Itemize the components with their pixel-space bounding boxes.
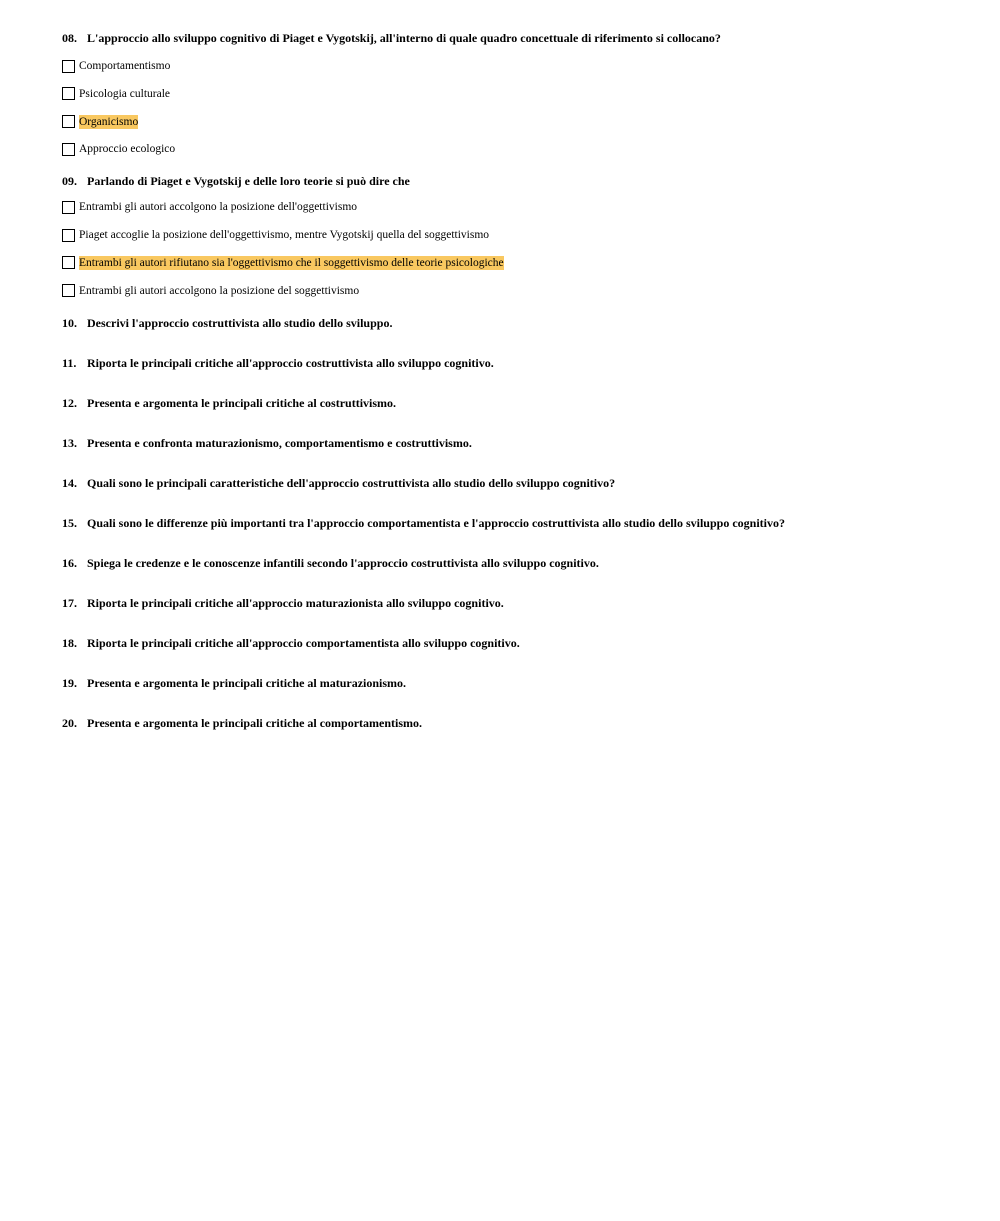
- answer-option-highlighted[interactable]: [62, 114, 962, 130]
- question-08: [62, 30, 962, 157]
- question-number: 18.: [62, 635, 77, 650]
- answer-option-label: Piaget accoglie la posizione dell'oggettivismo, mentre Vygotskij quella del soggettivismo: [79, 229, 490, 242]
- answer-option[interactable]: [62, 141, 962, 157]
- open-question: [62, 475, 962, 515]
- open-question: [62, 435, 962, 475]
- question-text: Descrivi l'approccio costruttivista allo studio dello sviluppo.: [87, 315, 393, 330]
- question-text: Presenta e argomenta le principali critiche al maturazionismo.: [87, 675, 407, 690]
- open-question: [62, 635, 962, 675]
- question-heading: [62, 30, 962, 46]
- open-question: [62, 555, 962, 595]
- answer-option-label: Psicologia culturale: [79, 87, 171, 100]
- checkbox-icon[interactable]: [62, 60, 75, 73]
- checkbox-icon[interactable]: [62, 229, 75, 242]
- answer-option[interactable]: [62, 58, 962, 74]
- question-number: 20.: [62, 715, 77, 730]
- open-question: [62, 595, 962, 635]
- answer-option-label: Entrambi gli autori rifiutano sia l'oggettivismo che il soggettivismo delle teorie psicologiche: [79, 256, 504, 269]
- checkbox-icon[interactable]: [62, 284, 75, 297]
- open-question: [62, 515, 962, 555]
- quiz-page: [62, 30, 962, 755]
- question-09: [62, 173, 962, 298]
- question-text: Spiega le credenze e le conoscenze infantili secondo l'approccio costruttivista allo sviluppo cognitivo.: [87, 555, 599, 570]
- question-number: 19.: [62, 675, 77, 690]
- open-question: [62, 675, 962, 715]
- checkbox-icon[interactable]: [62, 143, 75, 156]
- answer-option-label: Organicismo: [79, 115, 139, 128]
- question-text: Quali sono le differenze più importanti tra l'approccio comportamentista e l'approccio costruttivista allo studio dello sviluppo cognitivo?: [87, 515, 785, 530]
- answer-options: [62, 58, 962, 157]
- question-text: Presenta e argomenta le principali critiche al comportamentismo.: [87, 715, 423, 730]
- question-number: 14.: [62, 475, 77, 490]
- open-question: [62, 355, 962, 395]
- question-number: 17.: [62, 595, 77, 610]
- checkbox-icon[interactable]: [62, 115, 75, 128]
- answer-option-label: Entrambi gli autori accolgono la posizione del soggettivismo: [79, 284, 360, 297]
- answer-option[interactable]: [62, 199, 962, 215]
- question-text: Riporta le principali critiche all'approccio maturazionista allo sviluppo cognitivo.: [87, 595, 504, 610]
- checkbox-icon[interactable]: [62, 201, 75, 214]
- question-text: Riporta le principali critiche all'approccio costruttivista allo sviluppo cognitivo.: [87, 355, 494, 370]
- open-questions-list: [62, 315, 962, 755]
- question-text: Presenta e argomenta le principali critiche al costruttivismo.: [87, 395, 397, 410]
- question-text: Riporta le principali critiche all'approccio comportamentista allo sviluppo cognitivo.: [87, 635, 520, 650]
- open-question: [62, 315, 962, 355]
- question-number: 08.: [62, 31, 77, 45]
- answer-option-label: Approccio ecologico: [79, 143, 176, 156]
- question-text: Quali sono le principali caratteristiche dell'approccio costruttivista allo studio dello sviluppo cognitivo?: [87, 475, 616, 490]
- checkbox-icon[interactable]: [62, 256, 75, 269]
- question-number: 13.: [62, 435, 77, 450]
- question-number: 11.: [62, 355, 77, 370]
- open-question: [62, 715, 962, 755]
- question-number: 15.: [62, 515, 77, 530]
- answer-option-label: Comportamentismo: [79, 60, 171, 72]
- answer-option-highlighted[interactable]: [62, 255, 962, 271]
- answer-option-label: Entrambi gli autori accolgono la posizione dell'oggettivismo: [79, 201, 358, 214]
- answer-option[interactable]: [62, 227, 962, 243]
- open-question: [62, 395, 962, 435]
- question-number: 10.: [62, 315, 77, 330]
- question-text: Parlando di Piaget e Vygotskij e delle loro teorie si può dire che: [87, 174, 410, 189]
- question-number: 09.: [62, 174, 77, 189]
- question-number: 16.: [62, 555, 77, 570]
- checkbox-icon[interactable]: [62, 87, 75, 100]
- question-text: L'approccio allo sviluppo cognitivo di Piaget e Vygotskij, all'interno di quale quadro concettuale di riferimento si collocano?: [87, 31, 721, 45]
- question-text: Presenta e confronta maturazionismo, comportamentismo e costruttivismo.: [87, 435, 472, 450]
- answer-options: [62, 199, 962, 298]
- question-heading: [62, 173, 962, 189]
- answer-option[interactable]: [62, 86, 962, 102]
- question-number: 12.: [62, 395, 77, 410]
- answer-option[interactable]: [62, 283, 962, 299]
